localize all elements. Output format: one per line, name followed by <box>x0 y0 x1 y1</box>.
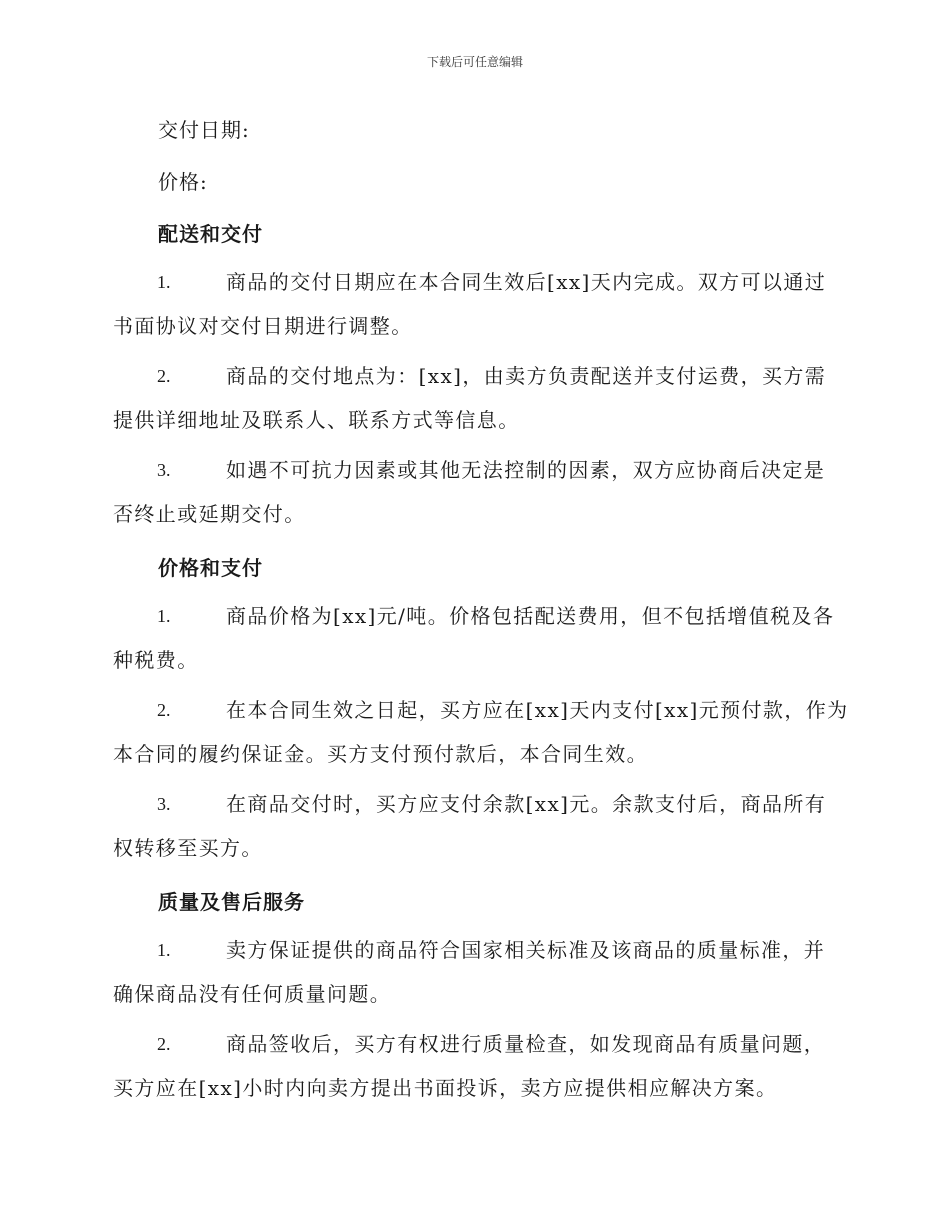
price-label: 价格: <box>158 170 208 194</box>
item-text-line1: 商品的交付日期应在本合同生效后[xx]天内完成。双方可以通过 <box>226 270 827 294</box>
item-text-line1: 卖方保证提供的商品符合国家相关标准及该商品的质量标准，并 <box>226 938 826 962</box>
list-item <box>113 688 849 776</box>
item-text-line1: 如遇不可抗力因素或其他无法控制的因素，双方应协商后决定是 <box>226 458 826 482</box>
list-item <box>113 260 833 348</box>
item-text-line2: 提供详细地址及联系人、联系方式等信息。 <box>113 408 520 432</box>
item-text-line2: 权转移至买方。 <box>113 836 263 860</box>
item-number: 2. <box>157 1034 171 1054</box>
item-text-line1: 商品的交付地点为：[xx]，由卖方负责配送并支付运费，买方需 <box>226 364 827 388</box>
item-number: 1. <box>157 606 171 626</box>
section-heading-quality: 质量及售后服务 <box>158 890 305 914</box>
item-text-line1: 在本合同生效之日起，买方应在[xx]天内支付[xx]元预付款，作为 <box>226 698 849 722</box>
list-item <box>113 1022 833 1110</box>
item-number: 3. <box>157 794 171 814</box>
item-text-line2: 书面协议对交付日期进行调整。 <box>113 314 413 338</box>
section-heading-payment: 价格和支付 <box>158 556 263 580</box>
item-text-line2: 买方应在[xx]小时内向卖方提出书面投诉，卖方应提供相应解决方案。 <box>113 1076 778 1100</box>
list-item <box>113 354 833 442</box>
list-item <box>113 594 833 682</box>
list-item <box>113 448 833 536</box>
item-number: 2. <box>157 366 171 386</box>
item-number: 1. <box>157 940 171 960</box>
item-text-line1: 在商品交付时，买方应支付余款[xx]元。余款支付后，商品所有 <box>226 792 827 816</box>
item-text-line2: 否终止或延期交付。 <box>113 502 306 526</box>
item-text-line2: 本合同的履约保证金。买方支付预付款后，本合同生效。 <box>113 742 648 766</box>
list-item <box>113 782 833 870</box>
item-number: 3. <box>157 460 171 480</box>
item-text-line2: 确保商品没有任何质量问题。 <box>113 982 392 1006</box>
item-number: 1. <box>157 272 171 292</box>
item-text-line2: 种税费。 <box>113 648 199 672</box>
item-text-line1: 商品价格为[xx]元/吨。价格包括配送费用，但不包括增值税及各 <box>226 604 835 628</box>
delivery-date-label: 交付日期: <box>158 118 250 142</box>
item-number: 2. <box>157 700 171 720</box>
item-text-line1: 商品签收后，买方有权进行质量检查，如发现商品有质量问题， <box>226 1032 826 1056</box>
header-note: 下载后可任意编辑 <box>426 55 523 69</box>
section-heading-delivery: 配送和交付 <box>158 222 263 246</box>
list-item <box>113 928 833 1016</box>
